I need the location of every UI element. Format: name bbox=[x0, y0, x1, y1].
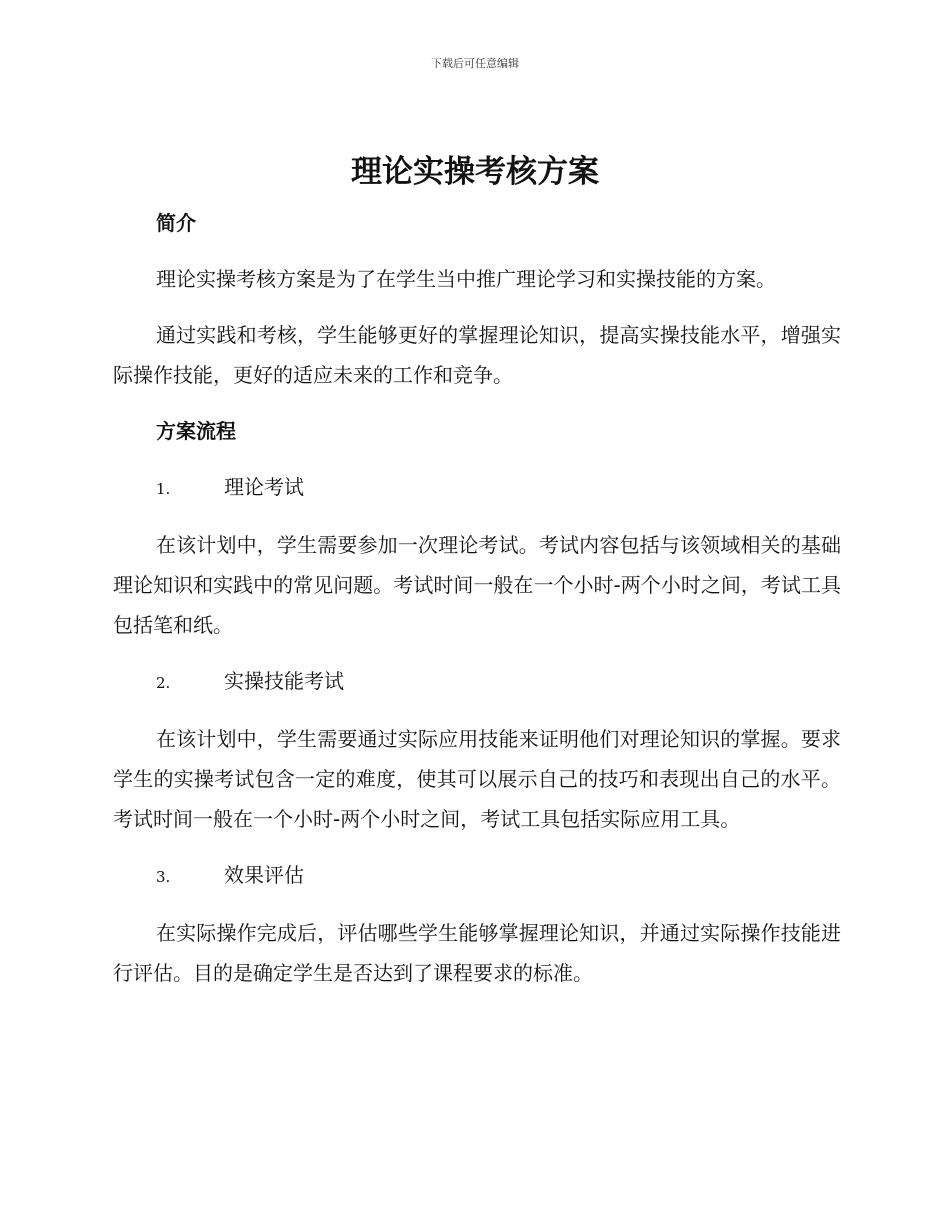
list-item-label: 效果评估 bbox=[224, 863, 304, 887]
list-item-paragraph: 在该计划中，学生需要通过实际应用技能来证明他们对理论知识的掌握。要求学生的实操考试包含一定的难度，使其可以展示自己的技巧和表现出自己的水平。考试时间一般在一个小时-两个小时之间，考试工具包括实际应用工具。 bbox=[113, 727, 841, 831]
document-body bbox=[113, 203, 841, 993]
document-title: 理论实操考核方案 bbox=[351, 154, 599, 190]
list-item-paragraph: 在该计划中，学生需要参加一次理论考试。考试内容包括与该领域相关的基础理论知识和实践中的常见问题。考试时间一般在一个小时-两个小时之间，考试工具包括笔和纸。 bbox=[113, 533, 841, 637]
list-item-number: 2. bbox=[156, 674, 171, 692]
intro-paragraph-2: 通过实践和考核，学生能够更好的掌握理论知识，提高实操技能水平，增强实际操作技能，更好的适应未来的工作和竞争。 bbox=[113, 323, 841, 387]
list-item-heading bbox=[113, 661, 841, 703]
list-item-paragraph: 在实际操作完成后，评估哪些学生能够掌握理论知识，并通过实际操作技能进行评估。目的是确定学生是否达到了课程要求的标准。 bbox=[113, 921, 841, 985]
list-item-heading bbox=[113, 467, 841, 509]
list-item-heading bbox=[113, 855, 841, 897]
section-heading-process: 方案流程 bbox=[156, 419, 236, 443]
intro-paragraph-1: 理论实操考核方案是为了在学生当中推广理论学习和实操技能的方案。 bbox=[156, 267, 776, 291]
section-heading-intro: 简介 bbox=[156, 211, 196, 235]
list-item-label: 实操技能考试 bbox=[224, 669, 344, 693]
list-item-number: 3. bbox=[156, 868, 171, 886]
list-item-label: 理论考试 bbox=[224, 475, 304, 499]
header-note: 下载后可任意编辑 bbox=[431, 57, 519, 70]
list-item-number: 1. bbox=[156, 480, 171, 498]
